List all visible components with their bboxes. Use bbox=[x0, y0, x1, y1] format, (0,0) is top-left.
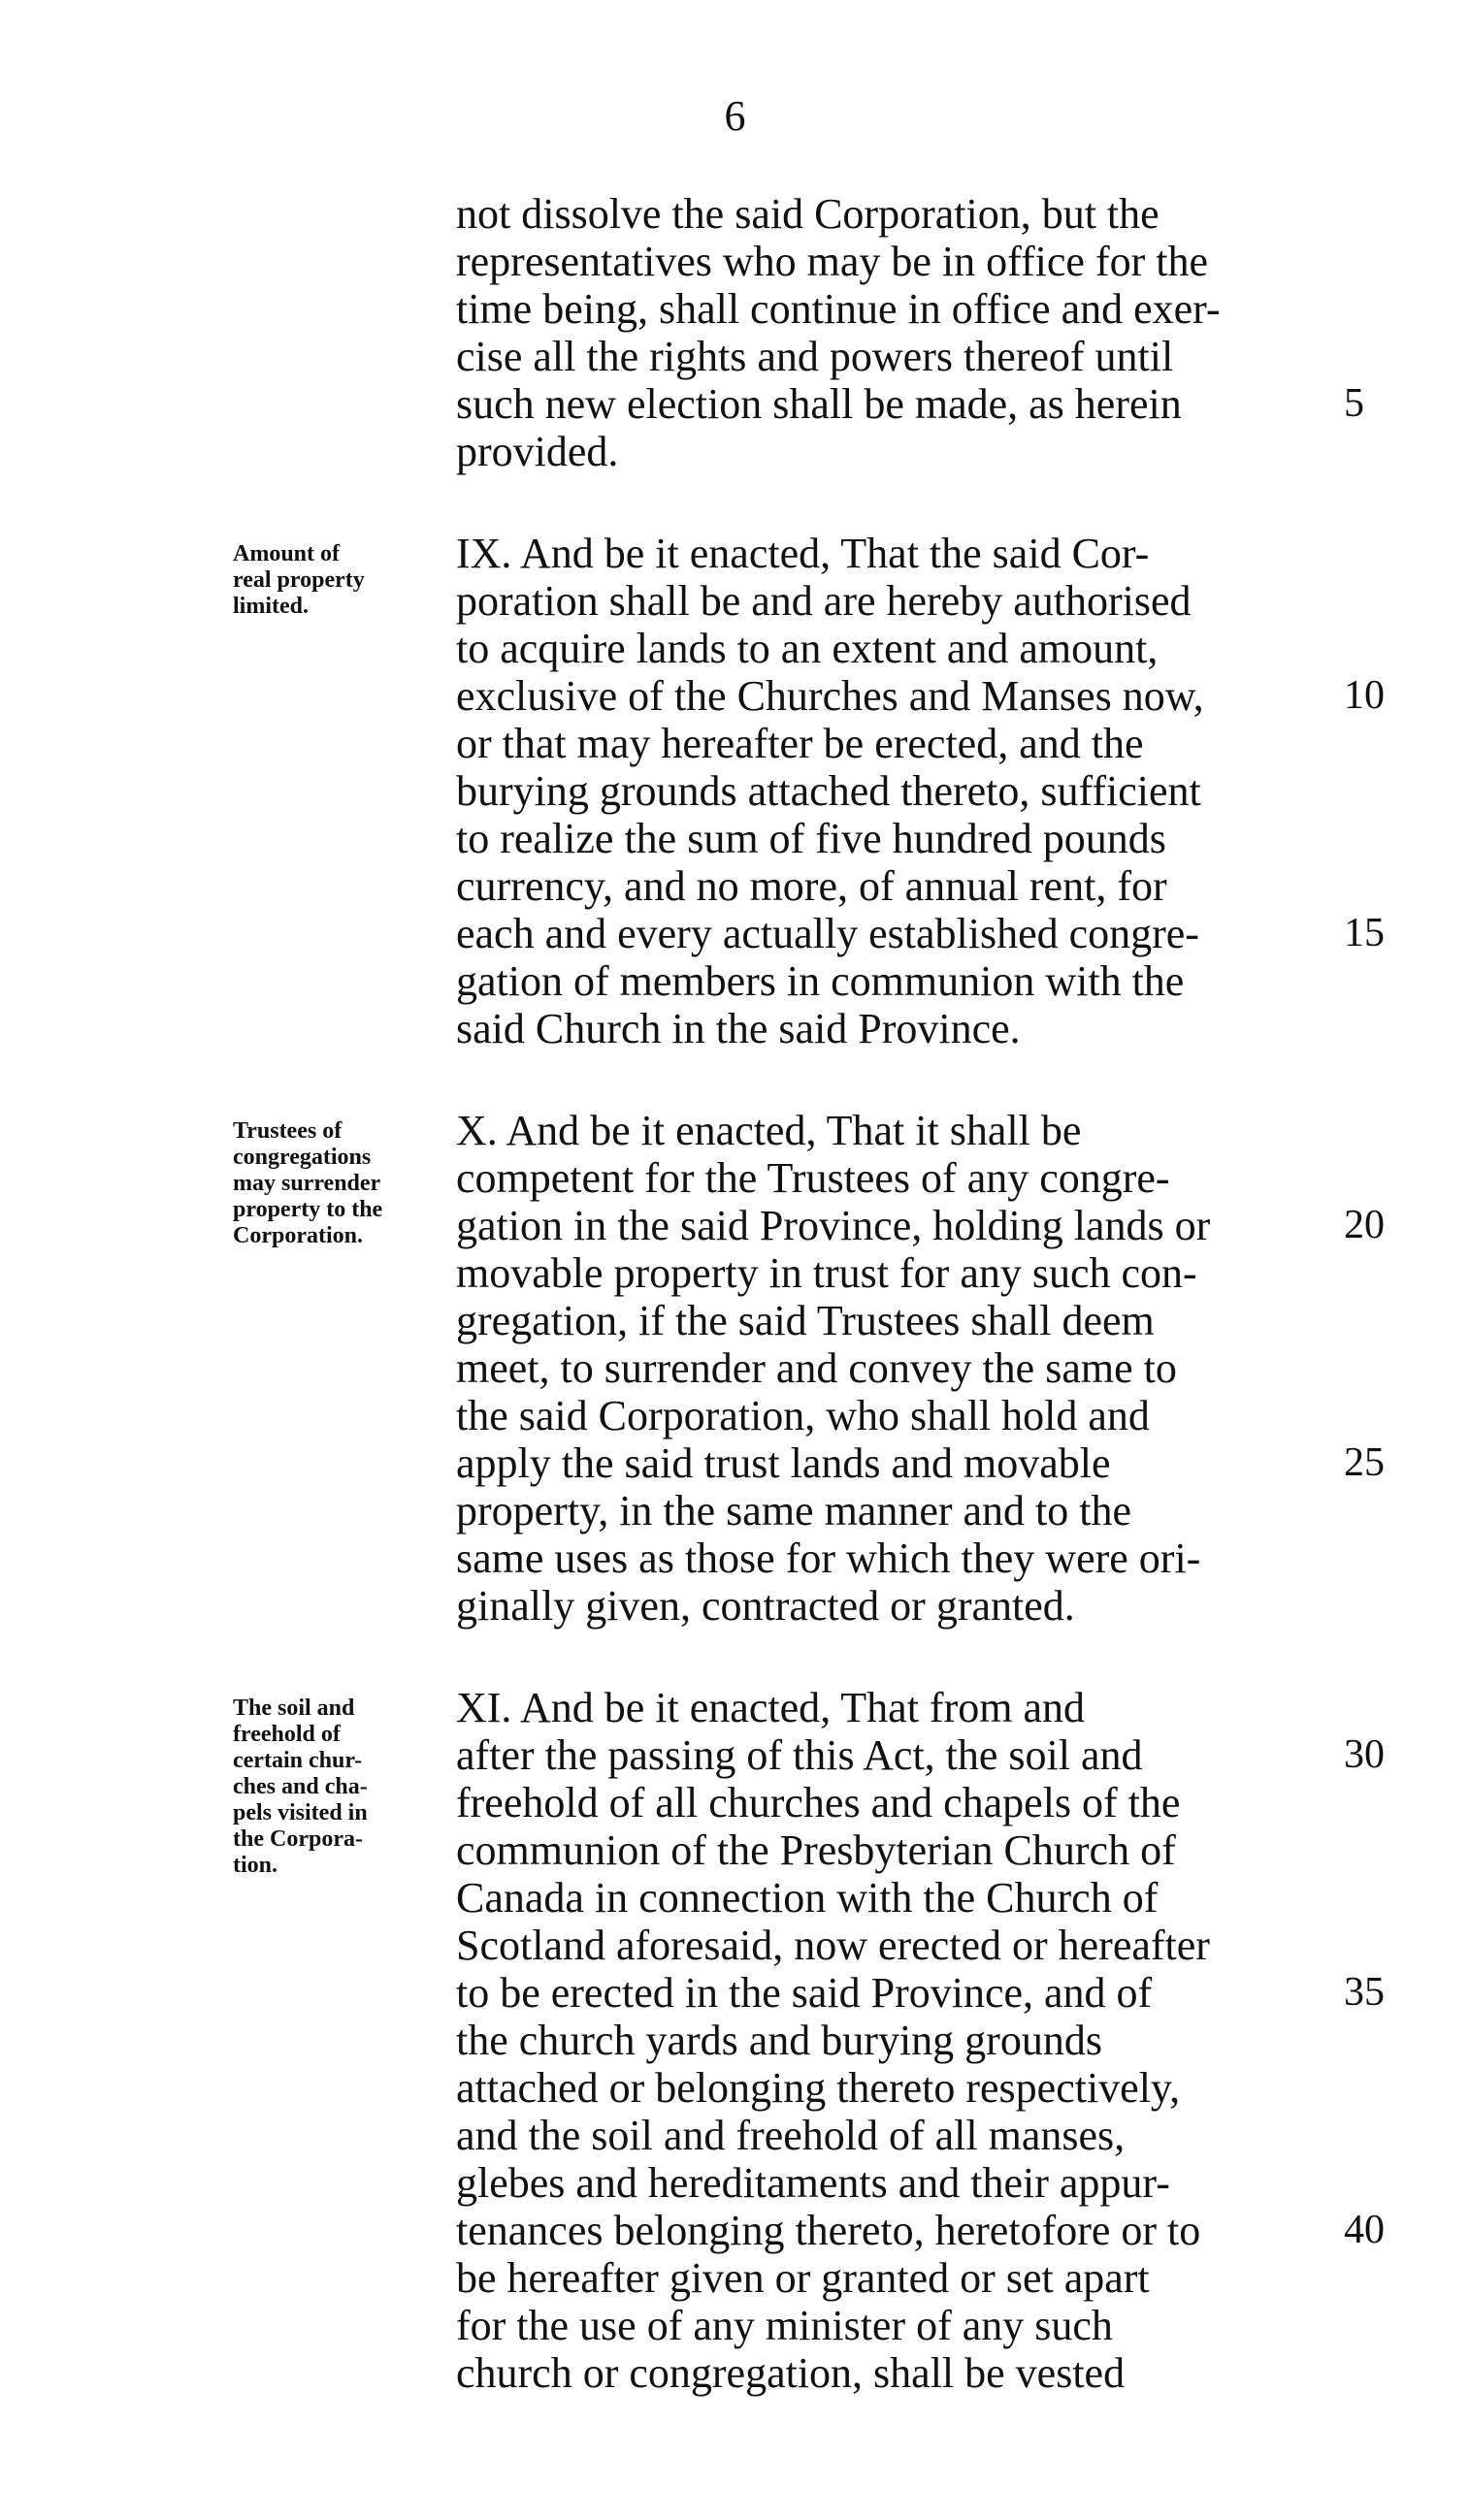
line-text: Canada in connection with the Church of bbox=[456, 1874, 1159, 1922]
line-text: to acquire lands to an extent and amount, bbox=[456, 625, 1159, 672]
line-text: IX. And be it enacted, That the said Cor- bbox=[456, 530, 1150, 577]
section-gap bbox=[456, 1630, 1329, 1684]
line-text: Scotland aforesaid, now erected or hereafter bbox=[456, 1922, 1210, 1969]
section-gap bbox=[456, 475, 1329, 530]
text-line bbox=[456, 2112, 1329, 2159]
line-text: the church yards and burying grounds bbox=[456, 2017, 1102, 2064]
line-text: attached or belonging thereto respectively, bbox=[456, 2064, 1181, 2112]
text-line bbox=[456, 815, 1329, 862]
line-text: burying grounds attached thereto, sufficient bbox=[456, 767, 1201, 815]
line-number: 30 bbox=[1344, 1732, 1385, 1777]
line-text: poration shall be and are hereby authorised bbox=[456, 577, 1192, 625]
text-line bbox=[456, 285, 1329, 333]
margin-note-line: certain chur- bbox=[233, 1748, 363, 1773]
text-line bbox=[456, 1731, 1385, 1779]
text-line bbox=[456, 1005, 1329, 1052]
line-number: 25 bbox=[1344, 1440, 1385, 1485]
text-line bbox=[456, 1922, 1329, 1969]
text-line bbox=[456, 1535, 1329, 1582]
text-line bbox=[456, 672, 1385, 720]
line-text: time being, shall continue in office and exer- bbox=[456, 285, 1221, 333]
line-text: X. And be it enacted, That it shall be bbox=[456, 1107, 1082, 1154]
text-line bbox=[456, 2254, 1329, 2302]
line-text: to realize the sum of five hundred pounds bbox=[456, 815, 1166, 862]
line-text: and the soil and freehold of all manses, bbox=[456, 2112, 1126, 2159]
text-line bbox=[456, 957, 1329, 1005]
margin-note-line: ches and cha- bbox=[233, 1774, 368, 1799]
text-line bbox=[456, 2349, 1329, 2397]
line-text: movable property in trust for any such con- bbox=[456, 1249, 1197, 1297]
text-line bbox=[456, 1582, 1329, 1630]
margin-note-x bbox=[233, 1118, 437, 1249]
margin-note-line: may surrender bbox=[233, 1171, 381, 1196]
text-line bbox=[456, 380, 1364, 428]
line-text: the said Corporation, who shall hold and bbox=[456, 1392, 1150, 1439]
line-number: 20 bbox=[1344, 1203, 1385, 1247]
text-line bbox=[456, 2159, 1329, 2207]
line-text: communion of the Presbyterian Church of bbox=[456, 1826, 1176, 1874]
text-line bbox=[456, 910, 1385, 957]
line-text: or that may hereafter be erected, and the bbox=[456, 720, 1144, 767]
text-line bbox=[456, 1392, 1329, 1439]
line-number: 35 bbox=[1344, 1970, 1385, 2015]
text-line bbox=[456, 333, 1329, 380]
text-line bbox=[456, 530, 1329, 577]
line-text: for the use of any minister of any such bbox=[456, 2302, 1113, 2349]
page-number: 6 bbox=[724, 92, 746, 140]
margin-note-line: property to the bbox=[233, 1197, 383, 1222]
margin-note-line: congregations bbox=[233, 1145, 372, 1170]
line-text: ginally given, contracted or granted. bbox=[456, 1582, 1075, 1630]
line-text: exclusive of the Churches and Manses now, bbox=[456, 672, 1204, 720]
line-number: 40 bbox=[1344, 2208, 1385, 2252]
line-text: after the passing of this Act, the soil and bbox=[456, 1731, 1143, 1779]
text-line bbox=[456, 625, 1329, 672]
text-line bbox=[456, 862, 1329, 910]
line-text: property, in the same manner and to the bbox=[456, 1487, 1132, 1535]
line-text: provided. bbox=[456, 428, 619, 475]
line-text: gation in the said Province, holding lands or bbox=[456, 1202, 1211, 1249]
line-text: meet, to surrender and convey the same to bbox=[456, 1344, 1177, 1392]
text-line bbox=[456, 577, 1329, 625]
line-text: competent for the Trustees of any congre- bbox=[456, 1154, 1170, 1202]
margin-note-line: pels visited in bbox=[233, 1800, 368, 1825]
margin-note-line: Amount of bbox=[233, 541, 341, 566]
section-x bbox=[456, 1107, 1385, 1630]
text-line bbox=[456, 1439, 1385, 1487]
text-line bbox=[456, 1969, 1385, 2017]
text-line bbox=[456, 2064, 1329, 2112]
text-line bbox=[456, 428, 1329, 475]
line-text: such new election shall be made, as herein bbox=[456, 380, 1182, 428]
section-gap bbox=[456, 1052, 1329, 1107]
line-text: said Church in the said Province. bbox=[456, 1005, 1021, 1052]
text-line bbox=[456, 720, 1329, 767]
line-text: same uses as those for which they were ori- bbox=[456, 1535, 1201, 1582]
text-line bbox=[456, 1107, 1329, 1154]
text-line bbox=[456, 238, 1329, 285]
margin-note-line: tion. bbox=[233, 1853, 278, 1878]
text-line bbox=[456, 2207, 1385, 2254]
text-line bbox=[456, 767, 1329, 815]
margin-note-line: freehold of bbox=[233, 1722, 341, 1747]
text-line bbox=[456, 1202, 1385, 1249]
margin-note-line: Trustees of bbox=[233, 1118, 343, 1144]
margin-note-ix bbox=[233, 541, 437, 620]
line-text: each and every actually established congre- bbox=[456, 910, 1199, 957]
margin-note-line: Corporation. bbox=[233, 1223, 363, 1248]
line-text: XI. And be it enacted, That from and bbox=[456, 1684, 1085, 1731]
line-text: church or congregation, shall be vested bbox=[456, 2349, 1126, 2397]
body-text bbox=[456, 190, 1385, 2397]
margin-note-xi bbox=[233, 1696, 437, 1879]
margin-note-line: The soil and bbox=[233, 1696, 355, 1721]
text-line bbox=[456, 1487, 1329, 1535]
text-line bbox=[456, 190, 1329, 238]
line-text: glebes and hereditaments and their appur- bbox=[456, 2159, 1170, 2207]
text-line bbox=[456, 1297, 1329, 1344]
line-text: not dissolve the said Corporation, but the bbox=[456, 190, 1160, 238]
text-line bbox=[456, 2017, 1329, 2064]
text-line bbox=[456, 1249, 1329, 1297]
line-text: to be erected in the said Province, and of bbox=[456, 1969, 1153, 2017]
text-line bbox=[456, 1779, 1329, 1826]
line-text: cise all the rights and powers thereof until bbox=[456, 333, 1174, 380]
line-text: freehold of all churches and chapels of the bbox=[456, 1779, 1181, 1826]
margin-note-line: real property bbox=[233, 567, 365, 593]
text-line bbox=[456, 1826, 1329, 1874]
text-line bbox=[456, 2302, 1329, 2349]
line-text: representatives who may be in office for the bbox=[456, 238, 1209, 285]
line-text: apply the said trust lands and movable bbox=[456, 1439, 1111, 1487]
line-number: 10 bbox=[1344, 673, 1385, 718]
line-number: 5 bbox=[1344, 381, 1364, 426]
section-ix bbox=[456, 530, 1385, 1052]
text-line bbox=[456, 1344, 1329, 1392]
section-xi bbox=[456, 1684, 1385, 2397]
text-line bbox=[456, 1154, 1329, 1202]
line-text: gregation, if the said Trustees shall deem bbox=[456, 1297, 1155, 1344]
line-text: tenances belonging thereto, heretofore or to bbox=[456, 2207, 1201, 2254]
section-viii-end bbox=[456, 190, 1364, 475]
margin-note-line: the Corpora- bbox=[233, 1826, 363, 1852]
line-text: gation of members in communion with the bbox=[456, 957, 1185, 1005]
text-line bbox=[456, 1874, 1329, 1922]
line-text: currency, and no more, of annual rent, for bbox=[456, 862, 1167, 910]
text-line bbox=[456, 1684, 1329, 1731]
line-text: be hereafter given or granted or set apart bbox=[456, 2254, 1150, 2302]
line-number: 15 bbox=[1344, 911, 1385, 955]
margin-note-line: limited. bbox=[233, 594, 309, 619]
